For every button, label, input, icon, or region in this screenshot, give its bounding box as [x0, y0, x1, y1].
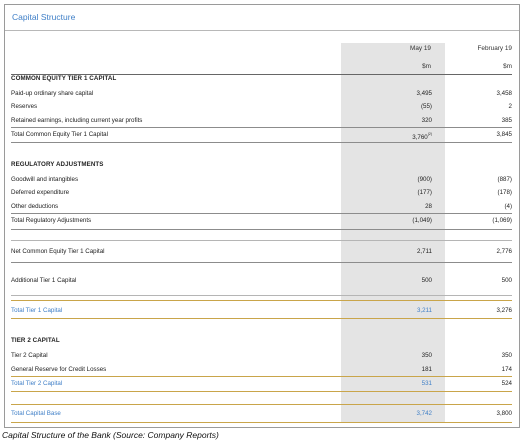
table-row: [11, 274, 512, 287]
row-may19-value: (55): [420, 103, 432, 110]
row-may19-value: (900): [417, 176, 432, 183]
row-feb19-value: 2,776: [496, 248, 512, 255]
row-label: Total Tier 2 Capital: [11, 380, 63, 387]
section-heading: COMMON EQUITY TIER 1 CAPITAL: [11, 75, 117, 82]
row-label: General Reserve for Credit Losses: [11, 366, 107, 373]
row-feb19-value: (4): [504, 203, 512, 210]
row-rule: [11, 404, 512, 405]
title-divider: [5, 30, 519, 31]
row-may19-value: 3,211: [416, 307, 432, 314]
row-feb19-value: 2: [508, 103, 512, 110]
row-feb19-value: 3,845: [496, 131, 512, 138]
col1-date: May 19: [410, 45, 431, 52]
section-cet1: [11, 72, 512, 85]
row-rule: [11, 142, 512, 143]
row-may19-value: 500: [421, 277, 432, 284]
total-row: [11, 304, 512, 317]
row-feb19-value: 385: [501, 117, 512, 124]
table-row: [11, 349, 512, 362]
value-text: 3,760: [412, 134, 428, 141]
row-may19-value: 2,711: [416, 248, 432, 255]
total-row: [11, 377, 512, 390]
row-label: Retained earnings, including current year profits: [11, 117, 143, 124]
table-row: [11, 363, 512, 376]
row-feb19-value: 350: [501, 352, 512, 359]
row-rule: [11, 391, 512, 392]
table-row: [11, 114, 512, 127]
row-label: Total Regulatory Adjustments: [11, 217, 92, 224]
row-may19-value: 181: [421, 366, 432, 373]
table-row: [11, 87, 512, 100]
section-regulatory: [11, 158, 512, 171]
col2-unit: $m: [503, 63, 512, 70]
row-rule: [11, 262, 512, 263]
row-label: Other deductions: [11, 203, 59, 210]
row-label: Deferred expenditure: [11, 189, 70, 196]
footnote-marker: (2): [427, 132, 432, 136]
panel-title: Capital Structure: [12, 12, 76, 22]
section-heading: REGULATORY ADJUSTMENTS: [11, 161, 104, 168]
row-feb19-value: (178): [497, 189, 512, 196]
row-may19-value: 531: [421, 380, 432, 387]
table-row: [11, 186, 512, 199]
col2-date: February 19: [477, 45, 512, 52]
capital-structure-panel: [4, 4, 520, 428]
row-label: Additional Tier 1 Capital: [11, 277, 77, 284]
row-may19-value: (177): [417, 189, 432, 196]
row-rule: [11, 240, 512, 241]
section-heading: TIER 2 CAPITAL: [11, 337, 60, 344]
table-row: [11, 200, 512, 213]
row-rule: [11, 318, 512, 319]
row-may19-value: 3,742: [416, 410, 432, 417]
row-feb19-value: 3,276: [496, 307, 512, 314]
row-rule: [11, 300, 512, 301]
row-label: Total Common Equity Tier 1 Capital: [11, 131, 108, 138]
row-feb19-value: 3,458: [496, 90, 512, 97]
row-label: Net Common Equity Tier 1 Capital: [11, 248, 105, 255]
row-feb19-value: (1,069): [492, 217, 512, 224]
row-may19-value: 28: [425, 203, 432, 210]
row-label: Goodwill and intangibles: [11, 176, 79, 183]
total-row: [11, 407, 512, 420]
row-feb19-value: 524: [501, 380, 512, 387]
row-rule: [11, 229, 512, 230]
row-rule: [11, 422, 512, 423]
section-tier2: [11, 334, 512, 347]
row-may19-value: 350: [421, 352, 432, 359]
row-may19-value: 320: [421, 117, 432, 124]
row-label: Total Tier 1 Capital: [11, 307, 63, 314]
row-feb19-value: 3,800: [496, 410, 512, 417]
table-row: [11, 173, 512, 186]
row-label: Reserves: [11, 103, 38, 110]
total-row: [11, 128, 512, 141]
row-may19-value: 3,495: [416, 90, 432, 97]
row-feb19-value: 174: [501, 366, 512, 373]
total-row: [11, 214, 512, 227]
row-label: Paid-up ordinary share capital: [11, 90, 94, 97]
table-row: [11, 100, 512, 113]
row-may19-value: (1,049): [412, 217, 432, 224]
total-row: [11, 245, 512, 258]
row-rule: [11, 295, 512, 296]
row-feb19-value: (887): [497, 176, 512, 183]
row-feb19-value: 500: [501, 277, 512, 284]
figure-caption: Capital Structure of the Bank (Source: Company Reports): [2, 430, 219, 440]
col1-unit: $m: [422, 63, 431, 70]
row-label: Tier 2 Capital: [11, 352, 48, 359]
row-label: Total Capital Base: [11, 410, 61, 417]
